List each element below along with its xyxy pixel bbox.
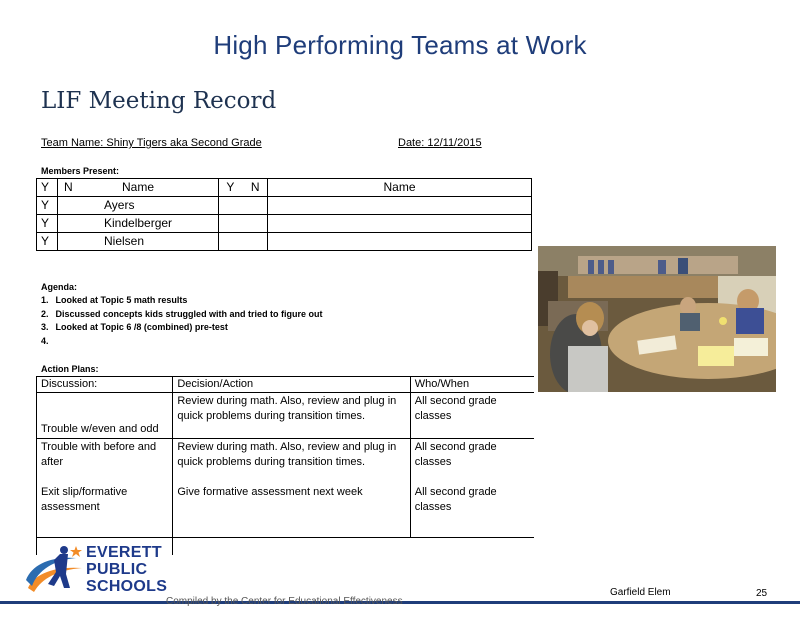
header-y: Y <box>37 179 58 197</box>
header-name: Name <box>121 180 154 194</box>
member-name: Kindelberger <box>58 215 219 233</box>
logo-text <box>86 544 167 595</box>
members-header-row <box>37 179 532 197</box>
action-plans-table <box>36 376 534 555</box>
agenda-item: 4. <box>41 336 49 347</box>
action-plans-label: Action Plans: <box>41 364 99 374</box>
meeting-photo <box>538 246 776 392</box>
agenda-list <box>41 294 323 349</box>
member-empty <box>219 197 268 215</box>
action-decision: Give formative assessment next week <box>173 484 410 538</box>
logo-swoosh-icon <box>24 544 84 602</box>
action-decision: Review during math. Also, review and plug in quick problems during transition times. <box>173 393 410 439</box>
record-title: LIF Meeting Record <box>41 88 277 114</box>
member-row <box>37 197 532 215</box>
members-table <box>36 178 532 251</box>
logo-line-1: EVERETT <box>86 544 162 561</box>
member-present: Y <box>37 215 58 233</box>
member-present: Y <box>37 197 58 215</box>
meeting-photo-image <box>538 246 776 392</box>
member-present: Y <box>37 233 58 251</box>
agenda-item: 2. Discussed concepts kids struggled with and tried to figure out <box>41 308 323 319</box>
action-discussion: Trouble w/even and odd <box>37 393 173 439</box>
action-row <box>37 393 535 439</box>
agenda-label: Agenda: <box>41 282 77 292</box>
logo-line-2: PUBLIC <box>86 561 148 578</box>
action-empty <box>410 538 534 555</box>
action-discussion: Exit slip/formative assessment <box>37 484 173 538</box>
logo-line-3: SCHOOLS <box>86 578 168 595</box>
action-discussion: Trouble with before and after <box>37 439 173 484</box>
agenda-item: 3. Looked at Topic 6 /8 (combined) pre-test <box>41 322 228 333</box>
action-row <box>37 484 535 538</box>
member-empty <box>268 215 532 233</box>
action-who: All second grade classes <box>414 485 497 513</box>
district-logo <box>24 544 168 602</box>
member-empty <box>268 197 532 215</box>
action-who: All second grade classes <box>410 393 534 439</box>
member-row <box>37 215 532 233</box>
member-empty <box>219 233 268 251</box>
school-name: Garfield Elem <box>610 587 671 598</box>
members-label: Members Present: <box>41 166 120 176</box>
action-empty <box>173 538 410 555</box>
member-empty <box>268 233 532 251</box>
slide-title: High Performing Teams at Work <box>213 30 587 60</box>
agenda-item: 1. Looked at Topic 5 math results <box>41 295 188 305</box>
page-number: 25 <box>756 588 768 599</box>
action-row <box>37 439 535 484</box>
header-y2-n2 <box>219 179 268 197</box>
header-n: N <box>64 180 73 194</box>
action-who: All second grade classes <box>410 439 534 484</box>
who-header: Who/When <box>410 377 534 393</box>
team-name: Team Name: Shiny Tigers aka Second Grade <box>41 137 262 149</box>
header-n2: N <box>250 180 260 194</box>
compiled-by: Compiled by the Center for Educational Effectiveness <box>166 596 403 607</box>
decision-header: Decision/Action <box>173 377 410 393</box>
meeting-date: Date: 12/11/2015 <box>398 137 482 149</box>
member-row <box>37 233 532 251</box>
header-n-name <box>58 179 219 197</box>
discussion-header: Discussion: <box>37 377 173 393</box>
member-name: Ayers <box>58 197 219 215</box>
header-name2: Name <box>268 179 532 197</box>
member-empty <box>219 215 268 233</box>
member-name: Nielsen <box>58 233 219 251</box>
action-decision: Review during math. Also, review and plug in quick problems during transition times. <box>173 439 410 484</box>
action-header-row <box>37 377 535 393</box>
header-y2: Y <box>226 180 235 194</box>
